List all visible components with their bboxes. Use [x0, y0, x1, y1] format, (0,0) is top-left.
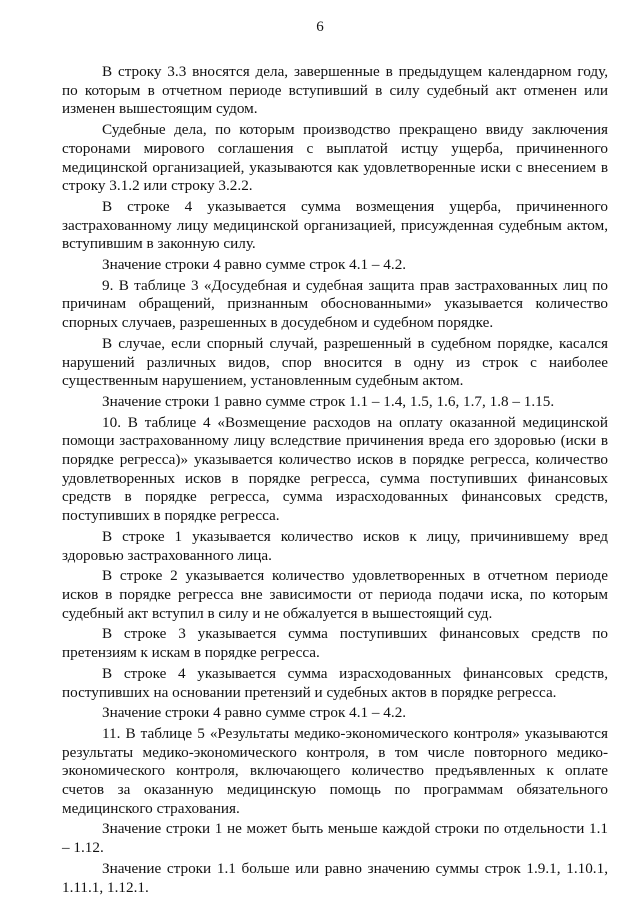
paragraph: В строке 4 указывается сумма израсходованных финансовых средств, поступивших на основании претензий и судебных актов в порядке регресса. — [62, 664, 608, 701]
paragraph: В строке 1 указывается количество исков к лицу, причинившему вред здоровью застрахованного лица. — [62, 527, 608, 564]
paragraph: 9. В таблице 3 «Досудебная и судебная защита прав застрахованных лиц по причинам обращений, признанным обоснованными» указывается количество спорных случаев, разрешенных в досудебном и судебном порядке. — [62, 276, 608, 332]
paragraph: В строке 4 указывается сумма возмещения ущерба, причиненного застрахованному лицу медицинской организацией, присужденная судебным актом, вступившим в законную силу. — [62, 197, 608, 253]
paragraph: Значение строки 1 равно сумме строк 1.1 – 1.4, 1.5, 1.6, 1.7, 1.8 – 1.15. — [102, 392, 555, 410]
paragraph: В случае, если спорный случай, разрешенный в судебном порядке, касался нарушений различных видов, спор вносится в одну из строк с наиболее существенным нарушением, установленным судебным актом. — [62, 334, 608, 390]
page-number: 6 — [316, 19, 324, 35]
document-body — [62, 63, 608, 899]
paragraph: Значение строки 1.1 больше или равно значению суммы строк 1.9.1, 1.10.1, 1.11.1, 1.12.1. — [62, 859, 608, 896]
paragraph: Судебные дела, по которым производство прекращено ввиду заключения сторонами мирового соглашения с выплатой истцу ущерба, причиненного медицинской организацией, указываются как удовлетворенные иски с внесением в строку 3.1.2 или строку 3.2.2. — [62, 121, 608, 195]
paragraph: Значение строки 4 равно сумме строк 4.1 – 4.2. — [102, 704, 407, 722]
paragraph: Значение строки 4 равно сумме строк 4.1 – 4.2. — [102, 256, 407, 274]
paragraph: В строке 2 указывается количество удовлетворенных в отчетном периоде исков в порядке регресса вне зависимости от периода подачи иска, по которым судебный акт вступил в силу и не обжалуется в вышестоящий суд. — [62, 567, 608, 622]
paragraph: 10. В таблице 4 «Возмещение расходов на оплату оказанной медицинской помощи застрахованному лицу вследствие причинения вреда его здоровью (иски в порядке регресса)» указывается количество исков в порядке регресса, количество удовлетворенных исков в порядке регресса, сумма поступивших финансовых средств в порядке регресса, сумма израсходованных финансовых средств, поступивших в порядке регресса. — [62, 413, 608, 525]
paragraph: 11. В таблице 5 «Результаты медико-экономического контроля» указываются результаты медико-экономического контроля, в том числе повторного медико-экономического контроля, включающего количество предъявленных к оплате счетов за оказанную медицинскую помощь по программам обязательного медицинского страхования. — [62, 724, 608, 817]
paragraph: Значение строки 1 не может быть меньше каждой строки по отдельности 1.1 – 1.12. — [62, 820, 608, 857]
paragraph: В строку 3.3 вносятся дела, завершенные в предыдущем календарном году, по которым в отчетном периоде вступивший в силу судебный акт отменен или изменен вышестоящим судом. — [62, 63, 608, 118]
paragraph: В строке 3 указывается сумма поступивших финансовых средств по претензиям к искам в порядке регресса. — [62, 625, 608, 662]
